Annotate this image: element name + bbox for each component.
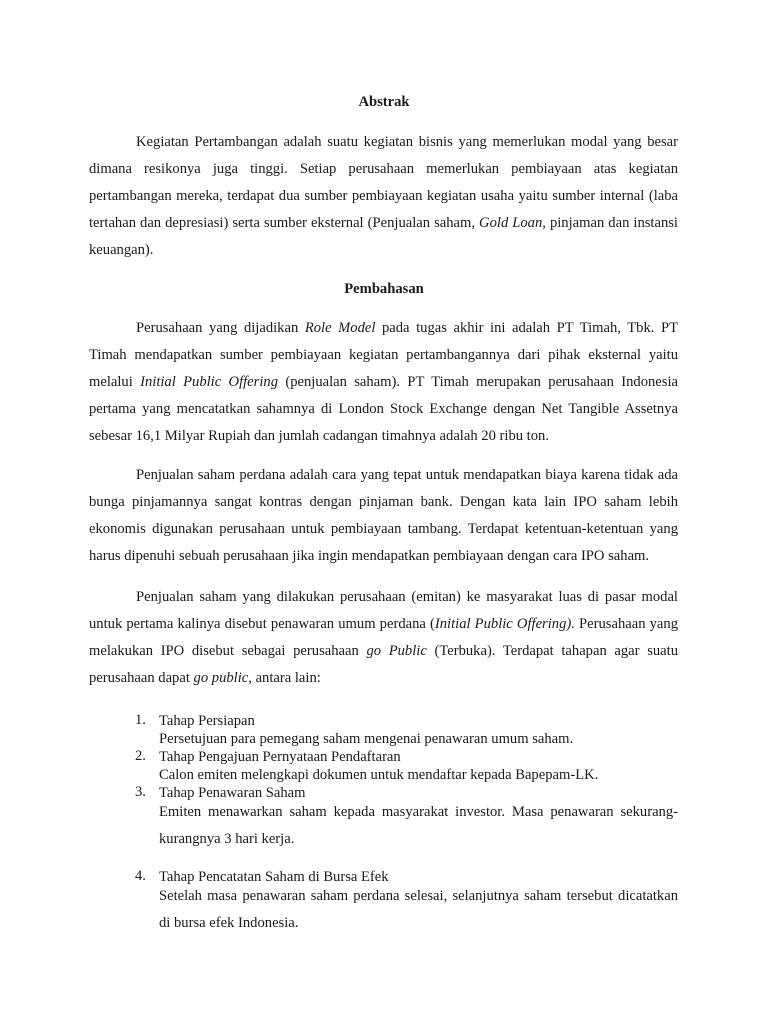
list-item-number: 1.: [135, 712, 146, 728]
ipo-steps-list: [89, 712, 678, 937]
list-item: [89, 868, 678, 937]
list-item-title: Tahap Pencatatan Saham di Bursa Efek: [159, 869, 389, 885]
list-item: [89, 748, 678, 784]
discussion-heading: Pembahasan: [344, 281, 424, 297]
list-item-title: Tahap Pengajuan Pernyataan Pendaftaran: [159, 749, 401, 765]
discussion-paragraph-3: Penjualan saham yang dilakukan perusahaan (emitan) ke masyarakat luas di pasar modal untuk pertama kalinya disebut penawaran umum perdana (Initial Public Offering). Perusahaan yang melakukan IPO disebut sebagai perusahaan go Public (Terbuka). Terdapat tahapan agar suatu perusahaan dapat go public, antara lain:: [89, 589, 678, 686]
list-item-title: Tahap Persiapan: [159, 713, 255, 729]
list-item-number: 3.: [135, 784, 146, 800]
list-item-number: 2.: [135, 748, 146, 764]
list-item-number: 4.: [135, 868, 146, 884]
list-item: [89, 784, 678, 853]
list-item-description: Emiten menawarkan saham kepada masyarakat investor. Masa penawaran sekurang-kurangnya 3 hari kerja.: [159, 804, 678, 847]
discussion-paragraph-2: Penjualan saham perdana adalah cara yang tepat untuk mendapatkan biaya karena tidak ada bunga pinjamannya sangat kontras dengan pinjaman bank. Dengan kata lain IPO saham lebih ekonomis digunakan perusahaan untuk pembiayaan tambang. Terdapat ketentuan-ketentuan yang harus dipenuhi sebuah perusahaan jika ingin mendapatkan pembiayaan dengan cara IPO saham.: [89, 467, 678, 564]
abstract-paragraph: Kegiatan Pertambangan adalah suatu kegiatan bisnis yang memerlukan modal yang besar dimana resikonya juga tinggi. Setiap perusahaan memerlukan pembiayaan atas kegiatan pertambangan mereka, terdapat dua sumber pembiayaan kegiatan usaha yaitu sumber internal (laba tertahan dan depresiasi) serta sumber eksternal (Penjualan saham, Gold Loan, pinjaman dan instansi keuangan).: [89, 134, 678, 258]
list-item-description: Calon emiten melengkapi dokumen untuk mendaftar kepada Bapepam-LK.: [159, 767, 599, 783]
discussion-paragraph-1: Perusahaan yang dijadikan Role Model pada tugas akhir ini adalah PT Timah, Tbk. PT Timah mendapatkan sumber pembiayaan kegiatan pertambangannya dari pihak eksternal yaitu melalui Initial Public Offering (penjualan saham). PT Timah merupakan perusahaan Indonesia pertama yang mencatatkan sahamnya di London Stock Exchange dengan Net Tangible Assetnya sebesar 16,1 Milyar Rupiah dan jumlah cadangan timahnya adalah 20 ribu ton.: [89, 320, 678, 444]
abstract-heading: Abstrak: [358, 94, 410, 110]
list-item-description: Setelah masa penawaran saham perdana selesai, selanjutnya saham tersebut dicatatkan di bursa efek Indonesia.: [159, 888, 678, 931]
list-item-title: Tahap Penawaran Saham: [159, 785, 306, 801]
list-item: [89, 712, 678, 748]
list-item-description: Persetujuan para pemegang saham mengenai penawaran umum saham.: [159, 731, 574, 747]
